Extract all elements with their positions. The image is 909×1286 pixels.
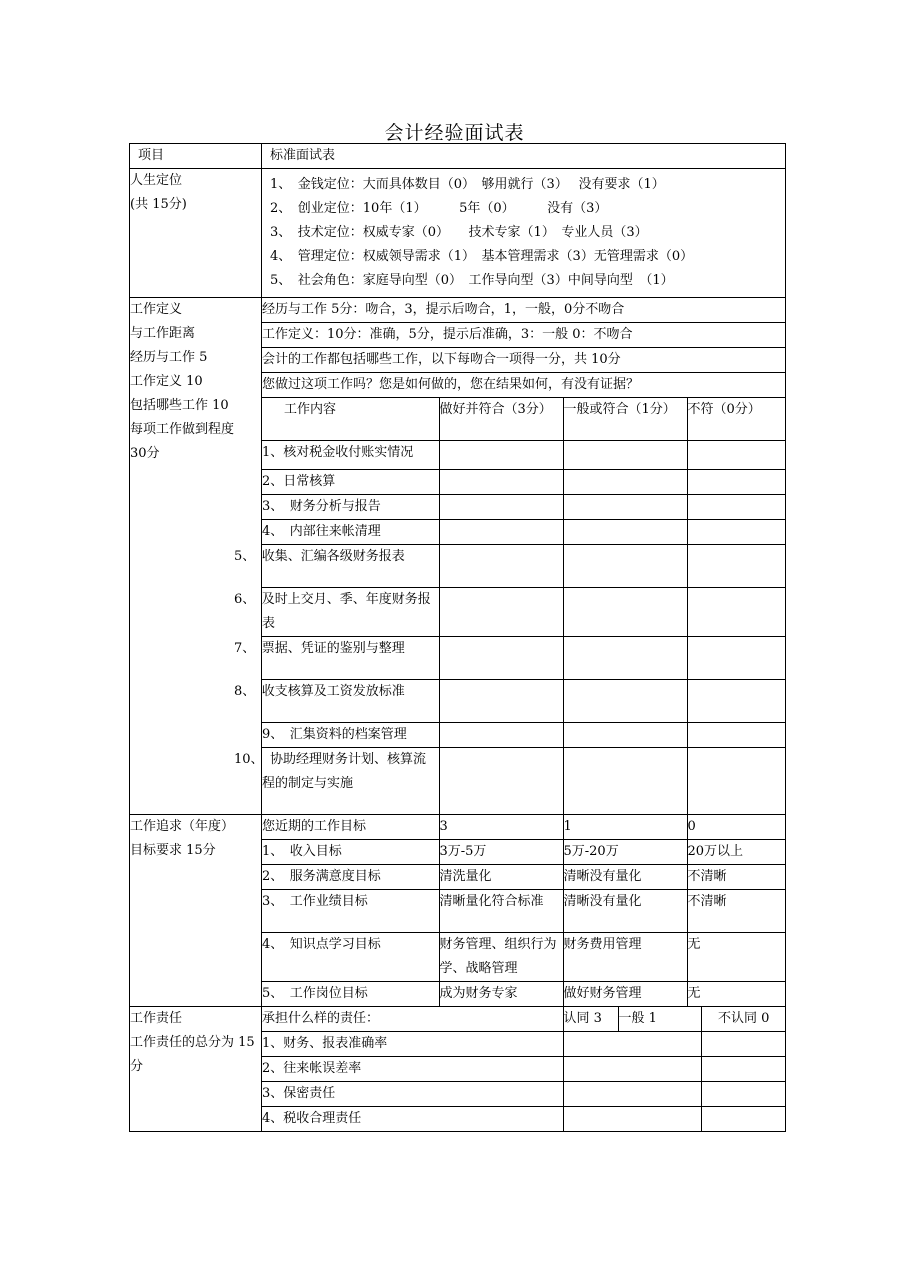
work-item: 9、 汇集资料的档案管理 [262,723,439,748]
score-cell[interactable] [439,637,563,680]
table-row [262,982,786,1007]
score-cell[interactable] [687,680,786,723]
table-row [262,441,786,470]
score-cell[interactable] [439,470,563,495]
goal-option: 清晰没有量化 [563,890,687,933]
header-standard-cell: 标准面试表 [262,144,786,169]
work-item: 4、 内部往来帐清理 [262,520,439,545]
table-row [262,723,786,748]
score-cell[interactable] [439,748,563,815]
work-item: 5、 收集、汇编各级财务报表 [262,545,439,588]
col-neutral: 一般 1 [618,1007,701,1032]
work-def-rule: 工作定义：10分：准确，5分，提示后准确，3：一般 0：不吻合 [262,323,786,348]
score-cell[interactable] [563,723,687,748]
score-cell[interactable] [687,495,786,520]
score-cell[interactable] [687,588,786,637]
duty-item: 3、保密责任 [262,1082,563,1107]
table-row [262,1057,786,1082]
score-cell[interactable] [563,495,687,520]
duty-content [262,1007,786,1132]
score-cell[interactable] [701,1082,786,1107]
section-work-pursuit [130,815,786,1007]
life-criteria-line: 4、 管理定位：权威领导需求（1） 基本管理需求（3）无管理需求（0） [270,249,694,264]
goal-label: 2、 服务满意度目标 [262,865,439,890]
table-row [262,890,786,933]
goal-option: 财务管理、组织行为学、战略管理 [439,933,563,982]
table-row [262,495,786,520]
work-item: 3、 财务分析与报告 [262,495,439,520]
goal-label: 4、 知识点学习目标 [262,933,439,982]
col-disagree: 不认同 0 [701,1007,786,1032]
work-items-header [262,398,786,441]
col-agree: 认同 3 [563,1007,618,1032]
goal-label: 1、 收入目标 [262,840,439,865]
score-cell[interactable] [563,1032,701,1057]
goal-option: 无 [687,982,786,1007]
table-header-row [130,144,786,169]
table-row [262,470,786,495]
score-cell[interactable] [563,748,687,815]
goal-label: 3、 工作业绩目标 [262,890,439,933]
score-cell[interactable] [687,470,786,495]
score-cell[interactable] [687,545,786,588]
work-def-rule: 您做过这项工作吗？您是如何做的，您在结果如何，有没有证据？ [262,373,786,398]
work-item: 10、 协助经理财务计划、核算流程的制定与实施 [262,748,439,815]
table-row [262,933,786,982]
work-item: 1、核对税金收付账实情况 [262,441,439,470]
table-row [262,840,786,865]
pursuit-inner-table [262,815,786,1006]
goal-option: 清晰没有量化 [563,865,687,890]
score-cell[interactable] [701,1057,786,1082]
table-row [262,545,786,588]
score-cell[interactable] [687,748,786,815]
duty-label: 工作责任 工作责任的总分为 15分 [130,1007,262,1132]
col-no-match: 不符（0分） [687,398,786,441]
goal-option: 3万-5万 [439,840,563,865]
table-row [262,588,786,637]
goal-score: 1 [563,815,687,840]
goal-option: 无 [687,933,786,982]
goal-score: 3 [439,815,563,840]
work-item: 6、 及时上交月、季、年度财务报表 [262,588,439,637]
duty-header-row [262,1007,786,1032]
goal-option: 成为财务专家 [439,982,563,1007]
duty-inner-table [262,1007,786,1131]
table-row [262,637,786,680]
goal-option: 不清晰 [687,865,786,890]
score-cell[interactable] [563,470,687,495]
table-row [262,520,786,545]
table-row [262,815,786,840]
score-cell[interactable] [701,1032,786,1057]
goal-option: 不清晰 [687,890,786,933]
work-def-label: 工作定义 与工作距离 经历与工作 5 工作定义 10 包括哪些工作 10 每项工作做到程度 30分 [130,298,262,815]
section-work-duty [130,1007,786,1132]
score-cell[interactable] [439,441,563,470]
score-cell[interactable] [687,441,786,470]
duty-item: 1、财务、报表准确率 [262,1032,563,1057]
goal-score: 0 [687,815,786,840]
goal-option: 20万以上 [687,840,786,865]
score-cell[interactable] [687,723,786,748]
score-cell[interactable] [439,680,563,723]
goal-label: 5、 工作岗位目标 [262,982,439,1007]
table-row [262,748,786,815]
score-cell[interactable] [563,588,687,637]
score-cell[interactable] [563,1082,701,1107]
table-row [262,1032,786,1057]
duty-item: 4、税收合理责任 [262,1107,563,1132]
work-def-content [234,298,786,815]
header-item-cell: 项目 [130,144,262,169]
col-work-content: 工作内容 [262,398,439,441]
work-item: 7、 票据、凭证的鉴别与整理 [262,637,439,680]
table-row [262,680,786,723]
duty-question: 承担什么样的责任： [262,1007,563,1032]
goal-label: 您近期的工作目标 [262,815,439,840]
score-cell[interactable] [563,1107,701,1132]
life-criteria-line: 1、 金钱定位：大而具体数目（0） 够用就行（3） 没有要求（1） [270,177,665,192]
section-life-positioning [130,169,786,298]
table-row [262,1082,786,1107]
score-cell[interactable] [563,520,687,545]
goal-option: 清晰量化符合标准 [439,890,563,933]
goal-option: 5万-20万 [563,840,687,865]
score-cell[interactable] [439,520,563,545]
score-cell[interactable] [563,680,687,723]
col-partial-match: 一般或符合（1分） [563,398,687,441]
life-criteria-line: 3、 技术定位：权威专家（0） 技术专家（1） 专业人员（3） [270,225,648,240]
score-cell[interactable] [563,545,687,588]
score-cell[interactable] [439,495,563,520]
life-criteria-line: 2、 创业定位：10年（1） 5年（0） 没有（3） [270,201,608,216]
score-cell[interactable] [439,588,563,637]
goal-option: 财务费用管理 [563,933,687,982]
score-cell[interactable] [687,520,786,545]
goal-option: 清洗量化 [439,865,563,890]
score-cell[interactable] [439,723,563,748]
score-cell[interactable] [563,637,687,680]
work-item: 8、 收支核算及工资发放标准 [262,680,439,723]
score-cell[interactable] [687,637,786,680]
section-work-definition [130,298,786,815]
life-label: 人生定位 (共 15分) [130,169,262,298]
score-cell[interactable] [563,441,687,470]
table-row [262,1107,786,1132]
score-cell[interactable] [563,1057,701,1082]
score-cell[interactable] [701,1107,786,1132]
life-criteria [262,169,786,298]
work-def-rule: 会计的工作都包括哪些工作，以下每吻合一项得一分，共 10分 [262,348,786,373]
page-title: 会计经验面试表 [384,122,525,144]
table-row [262,865,786,890]
work-item: 2、日常核算 [262,470,439,495]
interview-form-table [129,143,786,1132]
goal-option: 做好财务管理 [563,982,687,1007]
work-def-inner-table [234,298,786,814]
pursuit-label: 工作追求（年度） 目标要求 15分 [130,815,262,1007]
score-cell[interactable] [439,545,563,588]
work-def-rule: 经历与工作 5分：吻合，3，提示后吻合，1，一般，0分不吻合 [262,298,786,323]
col-good-match: 做好并符合（3分） [439,398,563,441]
duty-item: 2、往来帐误差率 [262,1057,563,1082]
life-criteria-line: 5、 社会角色：家庭导向型（0） 工作导向型（3）中间导向型 （1） [270,273,674,288]
pursuit-content [262,815,786,1007]
